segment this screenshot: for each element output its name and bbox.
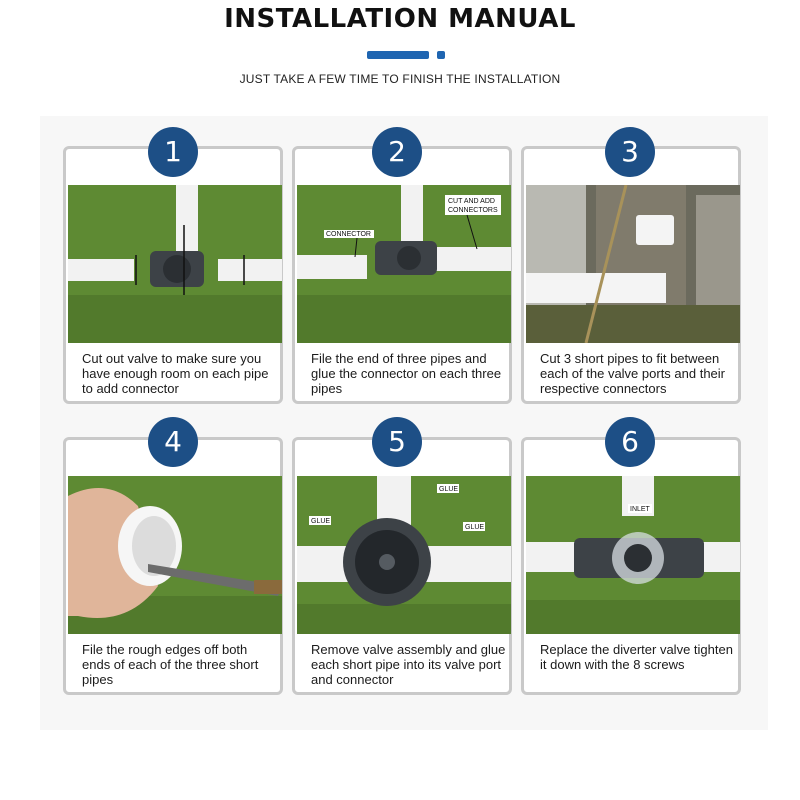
step-3-text: Cut 3 short pipes to fit between each of the valve ports and their respective connectors [540, 351, 726, 396]
step-1-text: Cut out valve to make sure you have enough room on each pipe to add connector [82, 351, 269, 396]
step-card-4 [63, 437, 283, 695]
step-5-badge: 5 [372, 417, 422, 467]
step-2-badge: 2 [372, 127, 422, 177]
step-card-1 [63, 146, 283, 404]
step-card-5 [292, 437, 512, 695]
title-accent-bar [367, 51, 429, 59]
step-4-badge: 4 [148, 417, 198, 467]
step-2-label-cut-1: CUT AND ADD [448, 198, 495, 205]
step-2-photo [297, 185, 511, 343]
step-5-photo [297, 476, 511, 634]
step-1-badge: 1 [148, 127, 198, 177]
step-2-label-connector: CONNECTOR [326, 231, 371, 238]
page-title: INSTALLATION MANUAL [224, 4, 576, 34]
step-2-text: File the end of three pipes and glue the connector on each three pipes [311, 351, 502, 396]
step-card-3 [521, 146, 741, 404]
step-6-label-inlet: INLET [630, 506, 650, 513]
step-2-label-cut-2: CONNECTORS [448, 207, 498, 214]
step-4-photo [68, 476, 282, 634]
step-3-photo [526, 185, 740, 343]
step-5-label-glue-top: GLUE [439, 486, 459, 493]
step-6-badge: 6 [605, 417, 655, 467]
step-4-text: File the rough edges off both ends of each of the three short pipes [82, 642, 259, 687]
step-6-text: Replace the diverter valve tighten it down with the 8 screws [540, 642, 733, 672]
step-card-6 [521, 437, 741, 695]
step-5-label-glue-left: GLUE [311, 518, 331, 525]
step-1-photo [68, 185, 282, 343]
step-5-text: Remove valve assembly and glue each short pipe into its valve port and connector [311, 642, 506, 687]
step-5-label-glue-right: GLUE [465, 524, 485, 531]
title-accent-dot [437, 51, 445, 59]
step-3-badge: 3 [605, 127, 655, 177]
page-subtitle: JUST TAKE A FEW TIME TO FINISH THE INSTALLATION [239, 72, 561, 86]
step-6-photo [526, 476, 740, 634]
step-card-2 [292, 146, 512, 404]
